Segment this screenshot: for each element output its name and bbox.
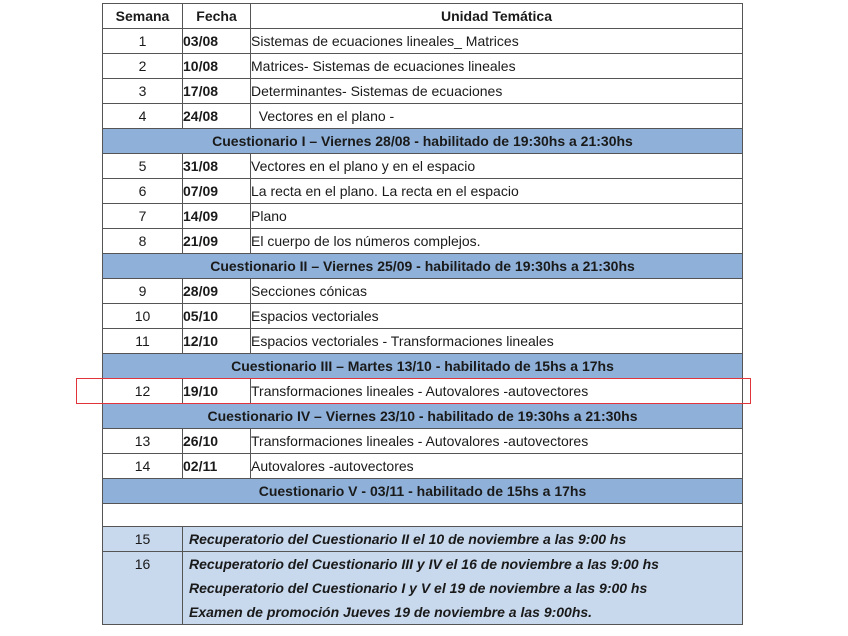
- unidad-cell: Vectores en el plano y en el espacio: [251, 154, 743, 179]
- semana-cell: [103, 576, 183, 600]
- semana-cell: 8: [103, 229, 183, 254]
- semana-cell: 10: [103, 304, 183, 329]
- quiz-banner-5: Cuestionario V - 03/11 - habilitado de 15hs a 17hs: [103, 479, 743, 504]
- semana-cell: 3: [103, 79, 183, 104]
- fecha-cell: 05/10: [183, 304, 251, 329]
- quiz-banner-row: [103, 354, 743, 379]
- semana-cell: 15: [103, 527, 183, 552]
- quiz-banner-1: Cuestionario I – Viernes 28/08 - habilitado de 19:30hs a 21:30hs: [103, 129, 743, 154]
- semana-cell: 9: [103, 279, 183, 304]
- quiz-banner-2: Cuestionario II – Viernes 25/09 - habilitado de 19:30hs a 21:30hs: [103, 254, 743, 279]
- fecha-cell: 07/09: [183, 179, 251, 204]
- unidad-cell: Matrices- Sistemas de ecuaciones lineales: [251, 54, 743, 79]
- header-fecha: Fecha: [183, 4, 251, 29]
- fecha-cell: 02/11: [183, 454, 251, 479]
- unidad-cell: Sistemas de ecuaciones lineales_ Matrices: [251, 29, 743, 54]
- unidad-cell: La recta en el plano. La recta en el espacio: [251, 179, 743, 204]
- final-row: [103, 527, 743, 552]
- unidad-cell: Plano: [251, 204, 743, 229]
- quiz-banner-3: Cuestionario III – Martes 13/10 - habilitado de 15hs a 17hs: [103, 354, 743, 379]
- fecha-cell: 26/10: [183, 429, 251, 454]
- table-row: [103, 29, 743, 54]
- table-row: [103, 329, 743, 354]
- table-row: [103, 204, 743, 229]
- promocion-note: Examen de promoción Jueves 19 de noviembre a las 9:00hs.: [183, 600, 743, 625]
- unidad-cell: Vectores en el plano -: [251, 104, 743, 129]
- quiz-banner-4: Cuestionario IV – Viernes 23/10 - habilitado de 19:30hs a 21:30hs: [103, 404, 743, 429]
- table-row: [103, 104, 743, 129]
- semana-cell: 14: [103, 454, 183, 479]
- semana-cell: 6: [103, 179, 183, 204]
- spacer-row: [103, 504, 743, 527]
- unidad-cell: Determinantes- Sistemas de ecuaciones: [251, 79, 743, 104]
- table-row: [103, 454, 743, 479]
- fecha-cell: 12/10: [183, 329, 251, 354]
- final-row: [103, 576, 743, 600]
- quiz-banner-row: [103, 404, 743, 429]
- header-semana: Semana: [103, 4, 183, 29]
- table-row: [103, 229, 743, 254]
- fecha-cell: 19/10: [183, 379, 251, 404]
- recuperatorio-note: Recuperatorio del Cuestionario III y IV el 16 de noviembre a las 9:00 hs: [183, 552, 743, 577]
- table-row: [103, 304, 743, 329]
- unidad-cell: Transformaciones lineales - Autovalores -autovectores: [251, 379, 743, 404]
- semana-cell: 1: [103, 29, 183, 54]
- fecha-cell: 24/08: [183, 104, 251, 129]
- table-row: [103, 379, 743, 404]
- fecha-cell: 17/08: [183, 79, 251, 104]
- table-row: [103, 279, 743, 304]
- semana-cell: [103, 600, 183, 625]
- quiz-banner-row: [103, 254, 743, 279]
- quiz-banner-row: [103, 129, 743, 154]
- quiz-banner-row: [103, 479, 743, 504]
- recuperatorio-note: Recuperatorio del Cuestionario I y V el 19 de noviembre a las 9:00 hs: [183, 576, 743, 600]
- fecha-cell: 14/09: [183, 204, 251, 229]
- fecha-cell: 10/08: [183, 54, 251, 79]
- spacer-cell: [103, 504, 743, 527]
- table-row: [103, 154, 743, 179]
- unidad-cell: Transformaciones lineales - Autovalores -autovectores: [251, 429, 743, 454]
- semana-cell: 5: [103, 154, 183, 179]
- table-row: [103, 54, 743, 79]
- semana-cell: 4: [103, 104, 183, 129]
- semana-cell: 2: [103, 54, 183, 79]
- table-row: [103, 179, 743, 204]
- table-row: [103, 79, 743, 104]
- unidad-cell: Espacios vectoriales: [251, 304, 743, 329]
- semana-cell: 7: [103, 204, 183, 229]
- header-unidad: Unidad Temática: [251, 4, 743, 29]
- semana-cell: 13: [103, 429, 183, 454]
- recuperatorio-note: Recuperatorio del Cuestionario II el 10 de noviembre a las 9:00 hs: [183, 527, 743, 552]
- unidad-cell: El cuerpo de los números complejos.: [251, 229, 743, 254]
- semana-cell: 11: [103, 329, 183, 354]
- table-row: [103, 429, 743, 454]
- fecha-cell: 03/08: [183, 29, 251, 54]
- fecha-cell: 31/08: [183, 154, 251, 179]
- semana-cell: 12: [103, 379, 183, 404]
- final-row: [103, 552, 743, 577]
- semana-cell: 16: [103, 552, 183, 577]
- final-row: [103, 600, 743, 625]
- header-row: [103, 4, 743, 29]
- fecha-cell: 21/09: [183, 229, 251, 254]
- unidad-cell: Autovalores -autovectores: [251, 454, 743, 479]
- fecha-cell: 28/09: [183, 279, 251, 304]
- unidad-cell: Espacios vectoriales - Transformaciones lineales: [251, 329, 743, 354]
- schedule-table: [102, 3, 743, 625]
- unidad-cell: Secciones cónicas: [251, 279, 743, 304]
